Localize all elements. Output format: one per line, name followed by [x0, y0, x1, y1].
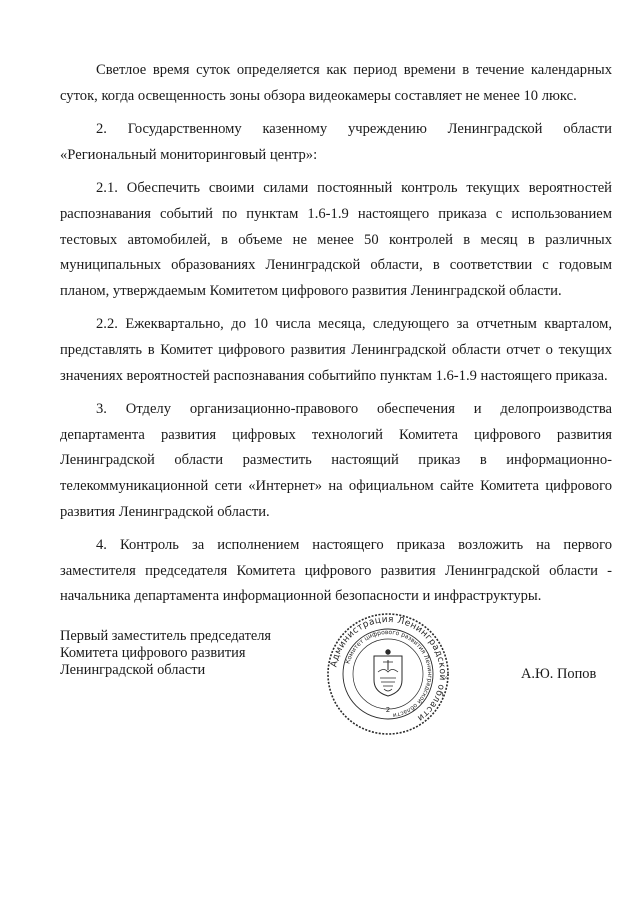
- paragraph-item-3: 3. Отделу организационно-правового обеспечения и делопроизводства департамента развития цифровых технологий Комитета цифрового развития Ленинградской области разместить настоящий приказ в информационно-телекоммуникационной сети «Интернет» на официальном сайте Комитета цифрового развития Ленинградской области.: [60, 401, 612, 520]
- seal-graphic: [326, 612, 450, 736]
- seal-inner-text: Комитет цифрового развития Ленинградской области: [344, 628, 434, 719]
- paragraph-item-4: 4. Контроль за исполнением настоящего приказа возложить на первого заместителя председателя Комитета цифрового развития Ленинградской области - начальника департамента информационной безопасности и инфраструктуры.: [60, 537, 612, 605]
- paragraph-item-2: 2. Государственному казенному учреждению Ленинградской области «Региональный мониторинговый центр»:: [60, 121, 612, 163]
- official-seal: [326, 612, 450, 736]
- paragraph-item-2-2: 2.2. Ежеквартально, до 10 числа месяца, следующего за отчетным кварталом, представлять в Комитет цифрового развития Ленинградской области отчет о текущих значениях вероятностей распознавания событийпо пунктам 1.6-1.9 настоящего приказа.: [60, 316, 612, 384]
- document-body: [60, 58, 612, 618]
- seal-number: 2: [385, 706, 391, 714]
- signer-position: [60, 628, 300, 679]
- seal-outer-text: Администрация Ленинградской области: [329, 614, 448, 724]
- signer-position-line: Ленинградской области: [60, 662, 206, 678]
- signer-position-line: Первый заместитель председателя: [60, 628, 272, 644]
- coat-of-arms-icon: [374, 650, 402, 696]
- signer-position-line: Комитета цифрового развития: [60, 645, 246, 661]
- paragraph-daylight-definition: Светлое время суток определяется как период времени в течение календарных суток, когда освещенность зоны обзора видеокамеры составляет не менее 10 люкс.: [60, 62, 612, 104]
- paragraph-item-2-1: 2.1. Обеспечить своими силами постоянный контроль текущих вероятностей распознавания событий по пунктам 1.6-1.9 настоящего приказа с использованием тестовых автомобилей, в объеме не менее 50 контролей в месяц в различных муниципальных образованиях Ленинградской области, в соответствии с годовым планом, утверждаемым Комитетом цифрового развития Ленинградской области.: [60, 180, 612, 299]
- signer-name: А.Ю. Попов: [521, 666, 597, 682]
